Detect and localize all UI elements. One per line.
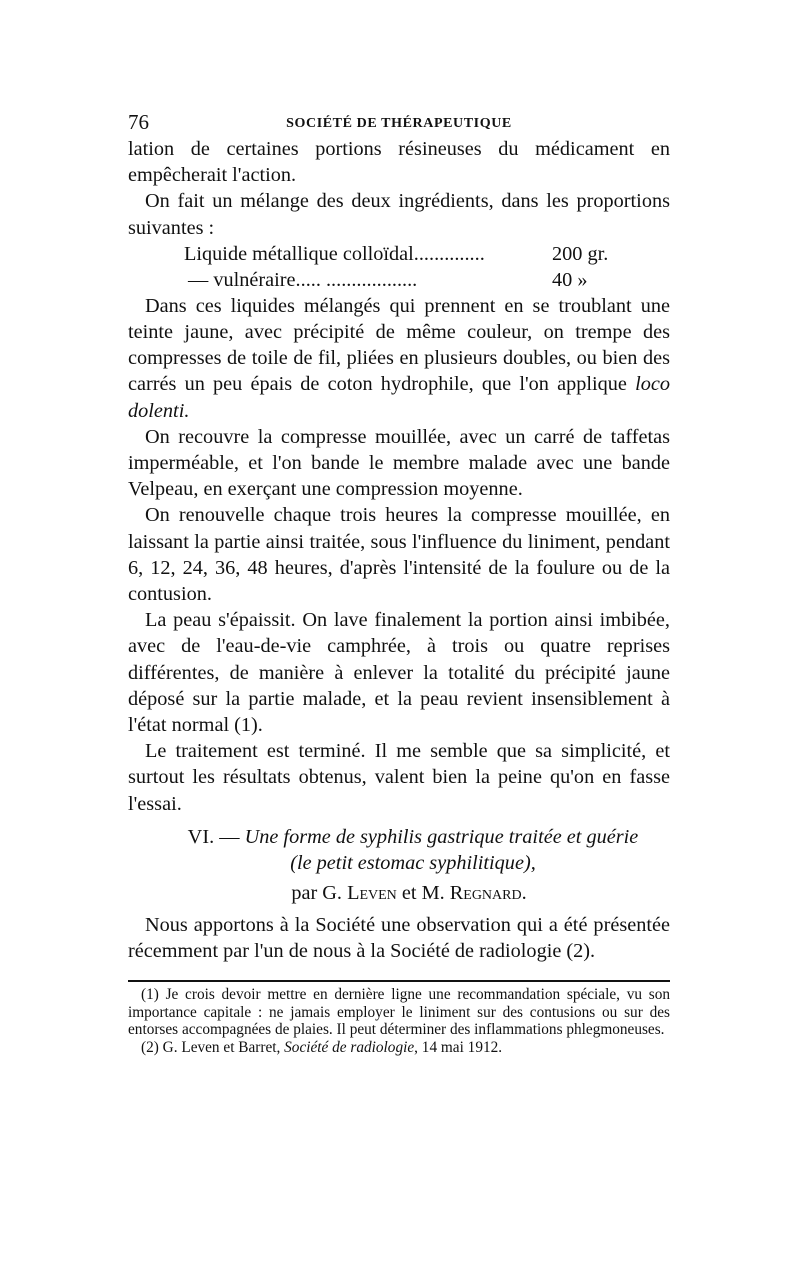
recipe-quantity: 40 » [552, 268, 588, 291]
paragraph-conclusion: Le traitement est terminé. Il me semble que sa simplicité, et surtout les résultats obtenus, valent bien la peine qu'on en fasse l'essai. [128, 740, 670, 815]
page-header [128, 104, 670, 136]
paragraph-text: Dans ces liquides mélangés qui prennent en se troublant une teinte jaune, avec précipité de même couleur, on trempe des compresses de toile de fil, pliées en plusieurs doubles, ou bien des carrés un peu épais de coton hydrophile, que l'on applique [128, 294, 670, 396]
paragraph-renewal: On renouvelle chaque trois heures la compresse mouillée, en laissant la partie ainsi traitée, sous l'influence du liniment, pendant 6, 12, 24, 36, 48 heures, d'après l'intensité de la foulure ou de la contusion. [128, 504, 670, 606]
footnote-2-date: , 14 mai 1912. [414, 1039, 503, 1057]
footnote-2-italic: Société de radiologie [284, 1039, 415, 1057]
authors-join: et [396, 881, 422, 904]
recipe-quantity: 200 gr. [552, 242, 609, 265]
section-heading [128, 824, 670, 850]
paragraph-mixture-intro: On fait un mélange des deux ingrédients, dans les proportions suivantes : [128, 190, 670, 239]
recipe-list [128, 241, 670, 293]
footnote-1: (1) Je crois devoir mettre en dernière ligne une recommandation spéciale, vu son importance capitale : ne jamais employer le liniment sur des contusions ou sur des entorses accompagnées de plaies. Il peut déterminer des inflammations phlegmoneuses. [128, 986, 670, 1039]
page-number: 76 [128, 110, 149, 134]
section-subtitle [128, 850, 670, 876]
paragraph-covering: On recouvre la compresse mouillée, avec un carré de taffetas imperméable, et l'on bande le membre malade avec une bande Velpeau, en exerçant une compression moyenne. [128, 425, 670, 501]
paragraph-skin: La peau s'épaissit. On lave finalement la portion ainsi imbibée, avec de l'eau-de-vie camphrée, à trois ou quatre reprises différentes, de manière à enlever la totalité du précipité jaune déposé sur la partie malade, et la peau revient insensiblement à l'état normal (1). [128, 609, 670, 737]
footnote-divider [128, 980, 670, 982]
recipe-ingredient: Liquide métallique colloïdal.............. [184, 242, 485, 265]
footnote-2 [128, 1039, 670, 1057]
footnote-2-text: (2) G. Leven et Barret, [141, 1039, 285, 1057]
book-page [128, 104, 670, 1057]
recipe-line [128, 241, 670, 267]
recipe-line [128, 267, 670, 293]
section-title-line2: (le petit estomac syphilitique), [290, 851, 536, 874]
author-name: G. Leven [322, 881, 397, 904]
section-title-line1: Une forme de syphilis gastrique traitée et guérie [244, 825, 639, 848]
paragraph-observation: Nous apportons à la Société une observation qui a été présentée récemment par l'un de nous à la Société de radiologie (2). [128, 913, 670, 963]
running-head: SOCIÉTÉ DE THÉRAPEUTIQUE [286, 116, 512, 131]
paragraph-continuation: lation de certaines portions résineuses du médicament en empêcherait l'action. [128, 138, 670, 187]
section-numeral: VI. — [187, 825, 245, 848]
recipe-ingredient: — vulnéraire..... .................. [188, 268, 418, 291]
section-authors [128, 880, 670, 906]
author-name: M. Regnard. [421, 881, 527, 904]
authors-prefix: par [291, 881, 323, 904]
latin-phrase: loco dolenti. [128, 373, 670, 422]
paragraph-compresses [128, 293, 670, 424]
